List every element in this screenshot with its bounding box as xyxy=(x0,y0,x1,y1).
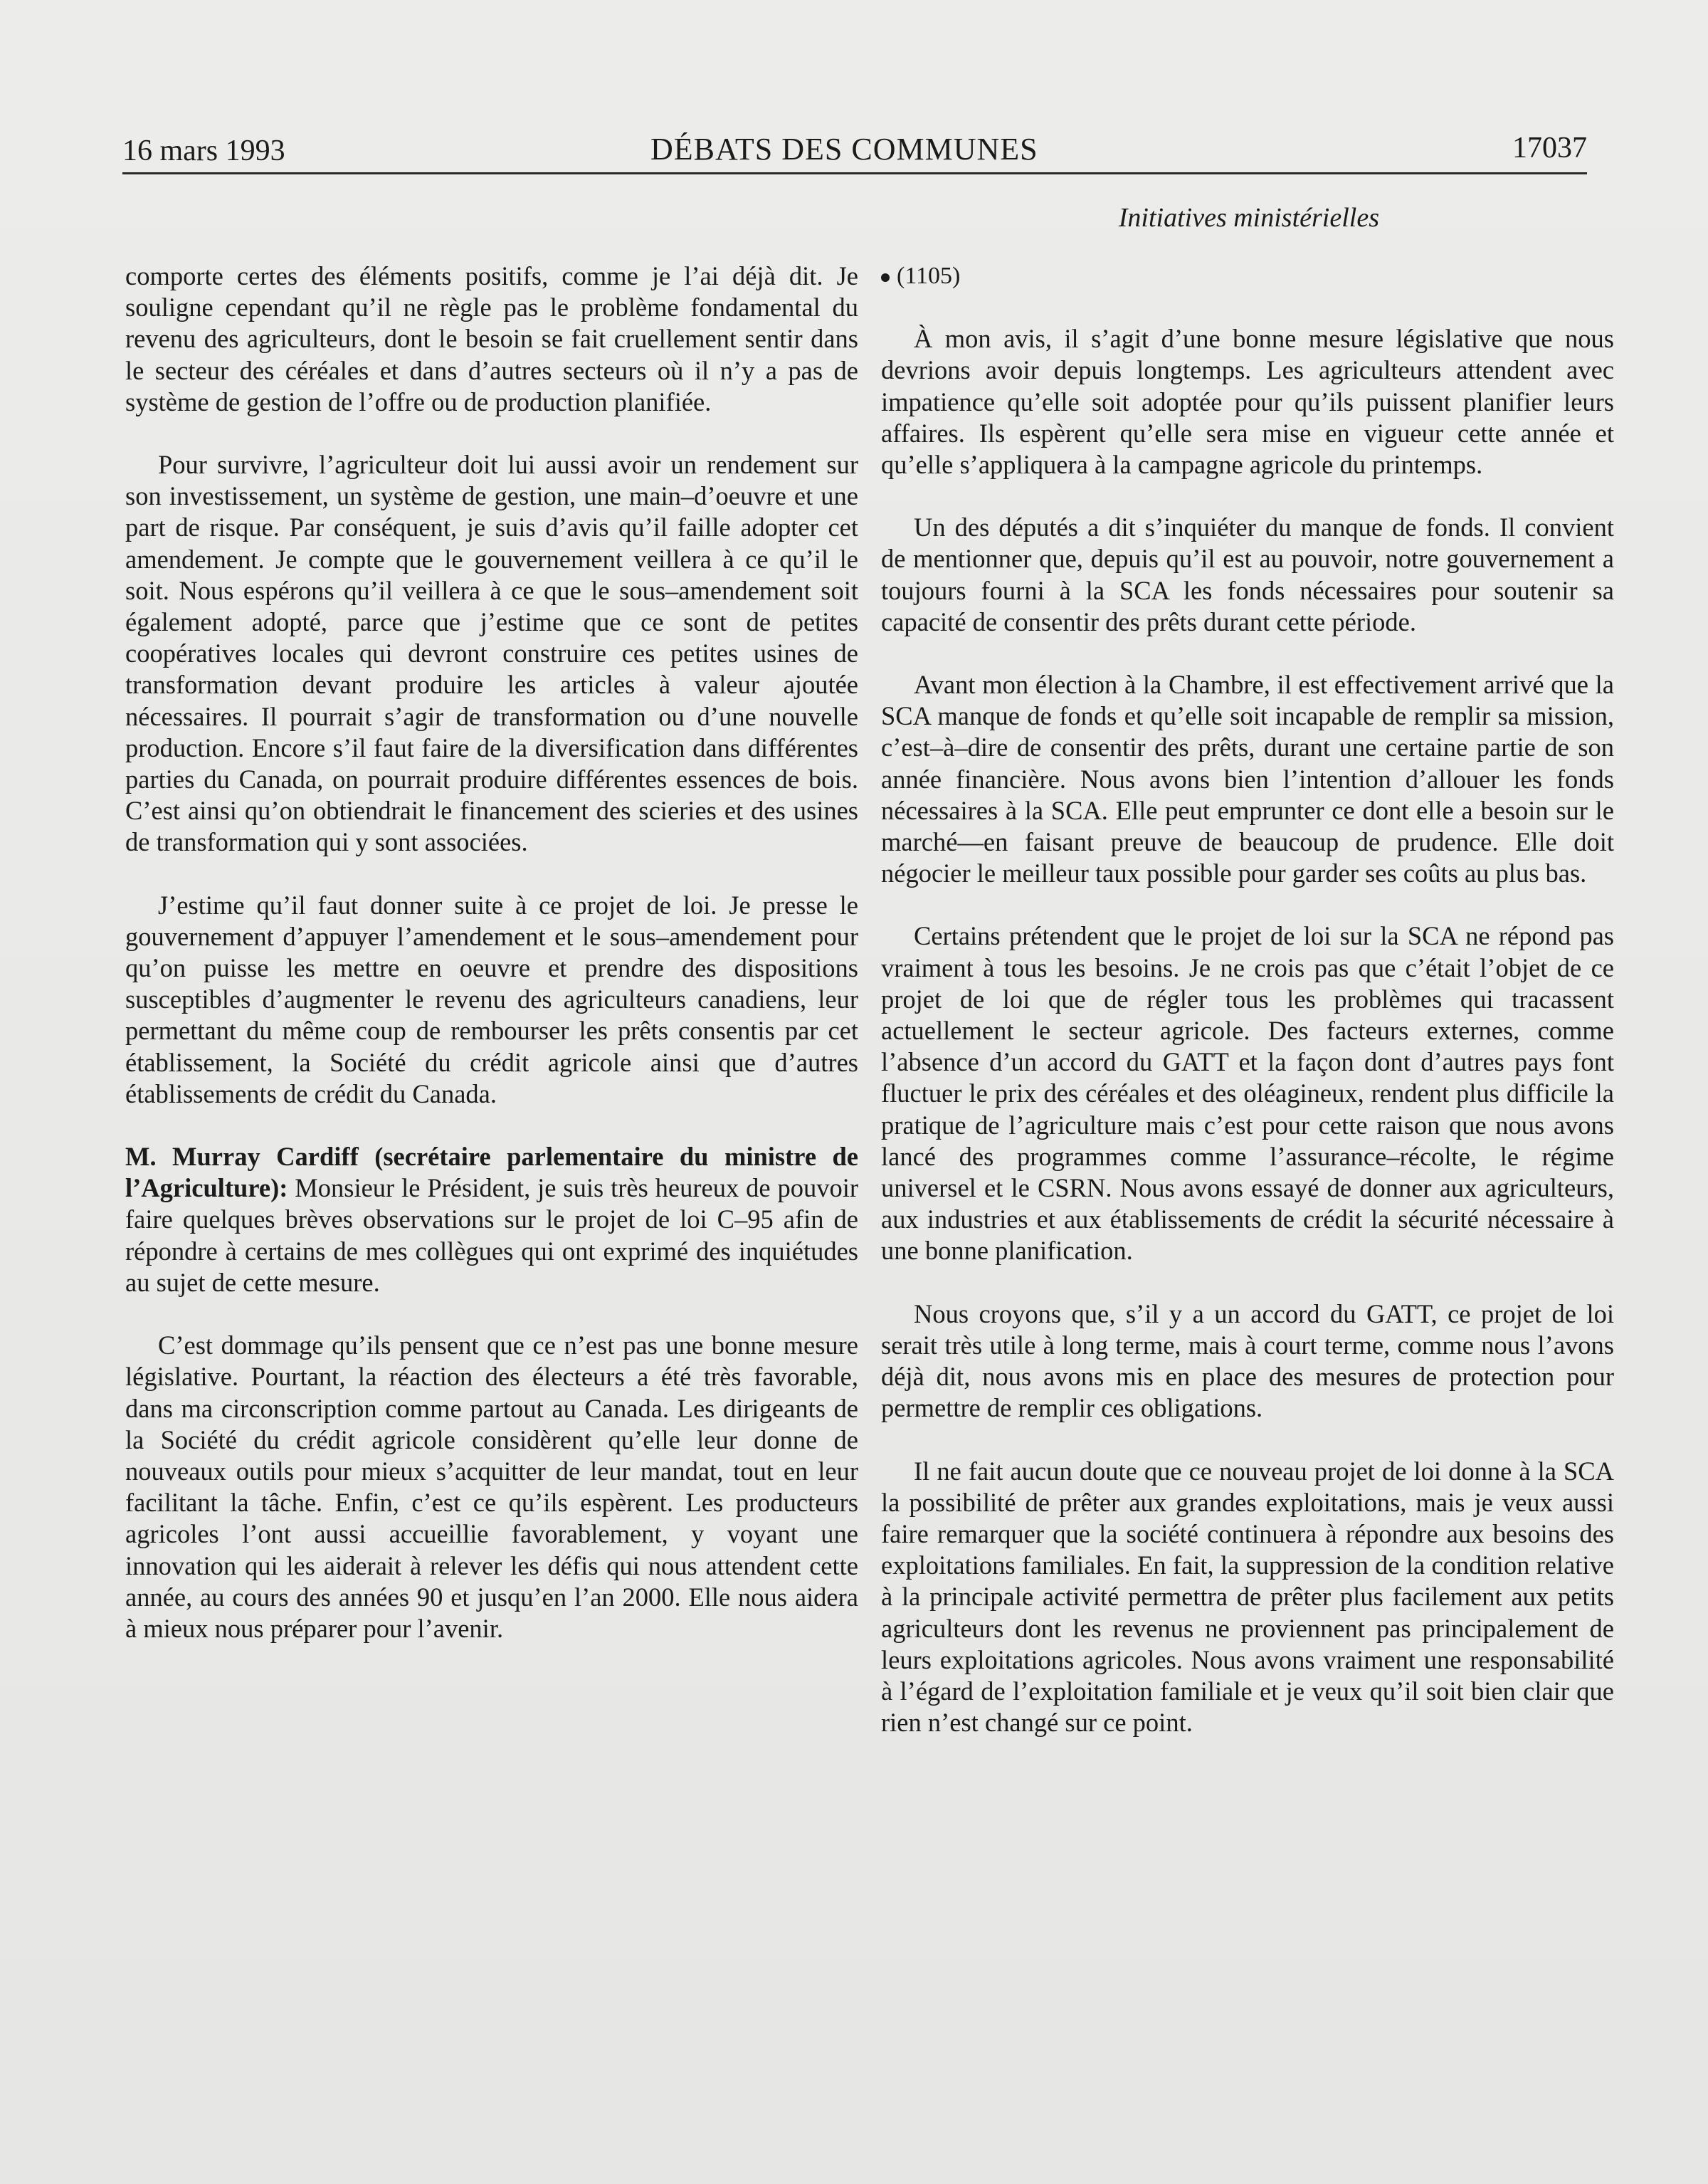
paragraph: Certains prétendent que le projet de loi sur la SCA ne répond pas vraiment à tous les besoins. Je ne crois pas que c’était l’objet de ce projet de loi que de régler tous les problèmes qui tracassent actuellement le secteur agricole. Des facteurs externes, comme l’absence d’un accord du GATT et la façon dont d’autres pays font fluctuer le prix des céréales et des oléagineux, rendent plus difficile la pratique de l’agriculture mais c’est pour cette raison que nous avons lancé des programmes comme l’assurance–récolte, le régime universel et le CSRN. Nous avons essayé de donner aux agriculteurs, aux industries et aux établissements de crédit la sécurité nécessaire à une bonne planification. xyxy=(881,921,1614,1266)
paragraph: À mon avis, il s’agit d’une bonne mesure législative que nous devrions avoir depuis longtemps. Les agriculteurs attendent avec impatience qu’elle soit adoptée pour qu’ils puissent planifier leurs affaires. Ils espèrent qu’elle sera mise en vigueur cette année et qu’elle s’appliquera à la campagne agricole du printemps. xyxy=(881,324,1614,480)
header-page-number: 17037 xyxy=(1512,132,1587,164)
paragraph: comporte certes des éléments positifs, comme je l’ai déjà dit. Je souligne cependant qu’il ne règle pas le problème fondamental du revenu des agriculteurs, dont le besoin se fait cruellement sentir dans le secteur des céréales et dans d’autres secteurs où il n’y a pas de système de gestion de l’offre ou de production planifiée. xyxy=(125,261,858,416)
paragraph: C’est dommage qu’ils pensent que ce n’est pas une bonne mesure législative. Pourtant, la réaction des électeurs a été très favorable, dans ma circonscription comme partout au Canada. Les dirigeants de la Société du crédit agricole considèrent qu’elle leur donne de nouveaux outils pour mieux s’acquitter de leur mandat, tout en leur facilitant la tâche. Enfin, c’est ce qu’ils espèrent. Les producteurs agricoles l’ont aussi accueillie favorablement, y voyant une innovation qui les aiderait à relever les défis qui nous attendent cette année, au cours des années 90 et jusqu’en l’an 2000. Elle nous aidera à mieux nous préparer pour l’avenir. xyxy=(125,1330,858,1643)
header-date: 16 mars 1993 xyxy=(122,135,285,167)
page-header xyxy=(122,125,1587,174)
paragraph: J’estime qu’il faut donner suite à ce projet de loi. Je presse le gouvernement d’appuyer l’amendement et le sous–amendement pour qu’on puisse les mettre en oeuvre et prendre des dispositions susceptibles d’augmenter le revenu des agriculteurs canadiens, leur permettant du même coup de rembourser les prêts consentis par cet établissement, la Société du crédit agricole ainsi que d’autres établissements de crédit du Canada. xyxy=(125,890,858,1108)
speaker-text: Monsieur le Président, je suis très heureux de pouvoir faire quelques brèves observations sur le projet de loi C–95 afin de répondre à certains de mes collègues qui ont exprimé des inquiétudes au sujet de cette mesure. xyxy=(125,1173,858,1297)
section-title: Initiatives ministérielles xyxy=(1118,203,1379,233)
paragraph: Avant mon élection à la Chambre, il est effectivement arrivé que la SCA manque de fonds et qu’elle soit incapable de remplir sa mission, c’est–à–dire de consentir des prêts, durant une certaine partie de son année financière. Nous avons bien l’intention d’allouer les fonds nécessaires à la SCA. Elle peut emprunter ce dont elle a besoin sur le marché—en faisant preuve de beaucoup de prudence. Elle doit négocier le meilleur taux possible pour garder ses coûts au plus bas. xyxy=(881,670,1614,888)
speaker-name: M. Murray Cardiff (secrétaire parlementaire du ministre de l’Agriculture): xyxy=(125,1142,858,1203)
time-marker-text: (1105) xyxy=(897,263,961,289)
paragraph: Nous croyons que, s’il y a un accord du GATT, ce projet de loi serait très utile à long terme, mais à court terme, comme nous l’avons déjà dit, nous avons mis en place des mesures de protection pour permettre de remplir ces obligations. xyxy=(881,1298,1614,1423)
paragraph: Pour survivre, l’agriculteur doit lui aussi avoir un rendement sur son investissement, un système de gestion, une main–d’oeuvre et une part de risque. Par conséquent, je suis d’avis qu’il faille adopter cet amendement. Je compte que le gouvernement veillera à ce qu’il le soit. Nous espérons qu’il veillera à ce que le sous–amendement soit également adopté, parce que j’estime que ce sont de petites coopératives locales qui devront construire ces petites usines de transformation devant produire les articles à valeur ajoutée nécessaires. Il pourrait s’agir de transformation ou d’une nouvelle production. Encore s’il faut faire de la diversification dans différentes parties du Canada, on pourrait produire différentes essences de bois. C’est ainsi qu’on obtiendrait le financement des scieries et des usines de transformation qui y sont associées. xyxy=(125,450,858,857)
time-marker xyxy=(881,261,1614,292)
paragraph: Un des députés a dit s’inquiéter du manque de fonds. Il convient de mentionner que, depuis qu’il est au pouvoir, notre gouvernement a toujours fourni à la SCA les fonds nécessaires pour soutenir sa capacité de consentir des prêts durant cette période. xyxy=(881,513,1614,636)
speaker-paragraph xyxy=(125,1141,858,1298)
bullet-icon xyxy=(881,273,890,282)
paragraph: Il ne fait aucun doute que ce nouveau projet de loi donne à la SCA la possibilité de prêter aux grandes exploitations, mais je veux aussi faire remarquer que la société continuera à répondre aux besoins des exploitations familiales. En fait, la suppression de la condition relative à la principale activité permettra de prêter plus facilement aux petits agriculteurs dont les revenus ne proviennent pas principalement de leurs exploitations agricoles. Nous avons vraiment une responsabilité à l’égard de l’exploitation familiale et je veux qu’il soit bien clair que rien n’est changé sur ce point. xyxy=(881,1456,1614,1738)
left-column xyxy=(125,261,858,1676)
right-column xyxy=(881,261,1614,1770)
header-title: DÉBATS DES COMMUNES xyxy=(650,132,1038,167)
